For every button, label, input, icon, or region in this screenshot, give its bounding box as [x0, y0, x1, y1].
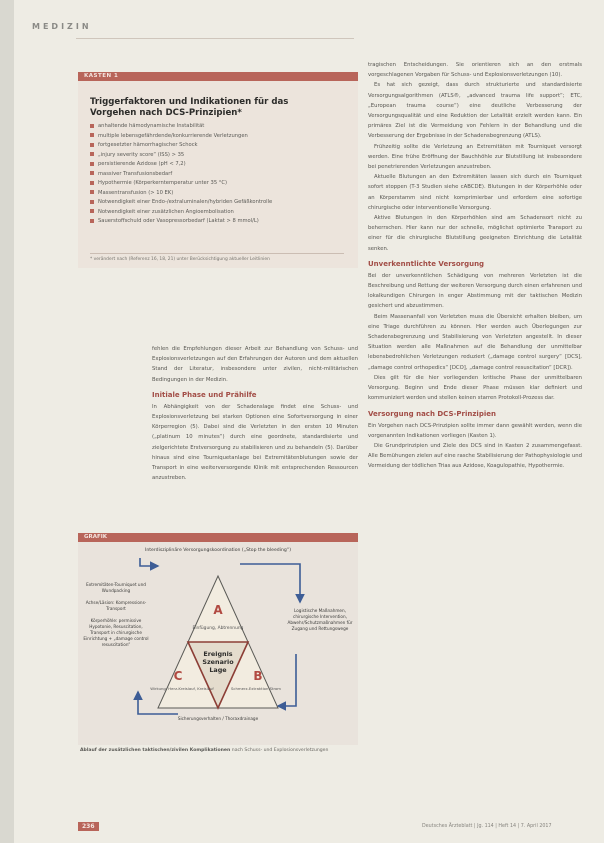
right-label: Logistische Maßnahmen, chirurgische Intervention, Abwehr/Schutzmaßnahmen für Zugang und Rettungswege — [287, 608, 353, 631]
paragraph: Frühzeitig sollte die Verletzung an Extremitäten mit Tourniquet versorgt werden. Eine frühe Eröffnung der Bauchhöhle zur Blutstillung ist insbesondere bei penetrierenden Verletzungen anzustreben. — [368, 143, 582, 171]
left-label: Achse/Läsion: Kompressions-Transport — [85, 600, 147, 611]
caption-rest: nach Schuss- und Explosionsverletzungen — [231, 748, 329, 753]
paragraph: Aktive Blutungen in den Körperhöhlen sind am Schadensort nicht zu beherrschen. Hier kann nur der schnelle, möglichst optimierte Transport zu einer für die chirurgische Blutstillung geeigneten Einrichtung die Letalität senken. — [368, 215, 582, 252]
arrow — [240, 564, 300, 602]
corner-b-text: Schmerz-Extraktion Strom — [231, 686, 281, 691]
list-item — [90, 208, 358, 218]
box-footnote: * verändert nach (Referenz 16, 18, 21) unter Berücksichtigung aktueller Leitlinien — [90, 253, 344, 262]
paragraph: tragischen Entscheidungen. Sie orientieren sich an den erstmals vorgeschlagenen Vorgaben für Schuss- und Explosionsverletzungen (10). — [368, 62, 582, 79]
journal-footer: Deutsches Ärzteblatt | Jg. 114 | Heft 14 | 7. April 2017 — [422, 824, 552, 829]
journal-page — [14, 0, 604, 843]
bullet-icon — [90, 143, 94, 147]
box-title: Triggerfaktoren und Indikationen für das Vorgehen nach DCS-Prinzipien* — [90, 97, 289, 118]
heading-initial-phase: Initiale Phase und Prähilfe — [152, 390, 257, 399]
paragraph: Bei der unverkenntlichen Schädigung von mehreren Verletzten ist die Beschreibung und Rettung der weiteren Versorgung durch einen erfahrenen und lokalkundigen Chirurgen in enger Abstimmung mit der taktischen Medizin gesichert und abzustimmen. — [368, 272, 582, 310]
figure-caption — [80, 747, 354, 755]
bullet-icon — [90, 162, 94, 166]
initial-phase-paragraph: In Abhängigkeit von der Schadenslage findet eine Schuss- und Explosionsverletzung bei starken Optionen eine Sofortversorgung in einer Körperregion (5). Dabei sind die Verletzten in den ersten 10 Minuten („platinum 10 minutes“) durch eine geordnete, standardisierte und zielgerichtete Erstversorgung zu stabilisieren und zu behandeln (5). Darüber hinaus sind eine Tourniquetanlage bei Extremitätenblutungen sowie der Transport in eine weiterversorgende Klinik mit entsprechenden Ressourcen anzustreben. — [152, 403, 358, 482]
corner-c-letter: C — [173, 669, 183, 683]
right-labels — [286, 608, 354, 688]
corner-a-text: Einfügung, Abtrennung — [192, 626, 244, 631]
paragraph: Beim Massenanfall von Verletzten muss die Übersicht erhalten bleiben, um eine Triage durchführen zu können. Hier werden auch Überlegungen zur Schadensbegrenzung und Stabilisierung von Verletzten angestellt. In dieser Situation werden alle Maßnahmen auf die Behandlung der unmittelbar lebensbedrohlichen Verletzungen reduziert („damage control surgery“ [DCS], „damage control orthopedics“ [DCO], „damage control resuscitation“ [DCR]). — [368, 313, 582, 371]
list-item-text: massiver Transfusionsbedarf — [98, 170, 173, 177]
list-item-text: Notwendigkeit einer Endo-/extraluminalen/hybriden Gefäßkontrolle — [98, 199, 273, 206]
list-item — [90, 198, 358, 208]
list-item — [90, 132, 358, 142]
info-box — [78, 72, 358, 268]
bullet-icon — [90, 152, 94, 156]
heading-care: Unverkenntlichte Versorgung — [368, 259, 485, 268]
left-labels — [82, 582, 150, 712]
list-item-text: fortgesetzter hämorrhagischer Schock — [98, 142, 198, 149]
list-item-text: Notwendigkeit einer zusätzlichen Angioembolisation — [98, 208, 234, 215]
list-item-text: persistierende Azidose (pH < 7,2) — [98, 161, 186, 168]
caption-bold: Ablauf der zusätzlichen taktischen/zivilen Komplikationen — [80, 748, 231, 753]
triangle-diagram — [78, 542, 358, 742]
arrow — [140, 558, 158, 566]
center-line-3: Lage — [209, 666, 227, 674]
bullet-icon — [90, 200, 94, 204]
bullet-icon — [90, 171, 94, 175]
bullet-icon — [90, 133, 94, 137]
list-item — [90, 189, 358, 199]
list-item — [90, 217, 358, 227]
paragraph: Ein Vorgehen nach DCS-Prinzipien sollte immer dann gewählt werden, wenn die vorgenannten Indikationen vorliegen (Kasten 1). — [368, 422, 582, 439]
left-column — [152, 344, 358, 483]
intro-paragraph: fehlen die Empfehlungen dieser Arbeit zur Behandlung von Schuss- und Explosionsverletzungen auf den Erfahrungen der Autoren und dem aktuellen Stand der Literatur, insbesondere unter zivilen, nicht-militärischen Bedingungen in der Medizin. — [152, 346, 358, 383]
list-item — [90, 122, 358, 132]
figure-tag: GRAFIK — [78, 533, 358, 542]
page-number: 236 — [78, 822, 99, 831]
list-item-text: Hypothermie (Körperkerntemperatur unter 35 °C) — [98, 180, 228, 187]
list-item-text: anhaltende hämodynamische Instabilität — [98, 123, 205, 129]
bullet-icon — [90, 190, 94, 194]
left-label: Extremitäten-Tourniquet und Wundpacking — [86, 582, 146, 593]
bullet-icon — [90, 181, 94, 185]
bullet-icon — [90, 219, 94, 223]
list-item — [90, 170, 358, 180]
corner-a-letter: A — [213, 603, 223, 617]
bullet-icon — [90, 209, 94, 213]
corner-c-text: Wirkung: Herz-Kreislauf, Kreislauf — [150, 686, 214, 691]
right-column — [368, 60, 582, 472]
box-list — [90, 122, 358, 227]
left-label: Körperhöhle: permissive Hypotonie, Resuscitation, Transport in chirurgische Einrichtung + „damage control resuscitation“ — [83, 618, 149, 647]
list-item-text: Sauerstoffschuld oder Vasopressorbedarf (Laktat > 8 mmol/L) — [98, 218, 259, 225]
paragraph: Die Grundprinzipien und Ziele des DCS sind in Kasten 2 zusammengefasst. Alle Bemühungen zielen auf eine rasche Stabilisierung der Pathophysiologie und Vermeidung der tödlichen Trias aus Azidose, Koagulopathie, Hypothermie. — [368, 442, 582, 470]
heading-dcs: Versorgung nach DCS-Prinzipien — [368, 409, 496, 418]
paragraph: Aktuelle Blutungen an den Extremitäten lassen sich durch ein Tourniquet sofort stoppen (T-3 Studien siehe cABCDE). Blutungen in der Körperhöhle oder an Körperstamm sind nicht komprimierbar und erfordern eine sofortige chirurgische oder interventionelle Versorgung. — [368, 174, 582, 211]
header-rule — [76, 38, 354, 39]
box-tag: KASTEN 1 — [78, 72, 358, 81]
list-item — [90, 141, 358, 151]
list-item-text: „injury severity score“ (ISS) > 35 — [98, 151, 185, 158]
section-header: MEDIZIN — [32, 22, 92, 31]
list-item — [90, 160, 358, 170]
bullet-icon — [90, 124, 94, 128]
list-item-text: Massentransfusion (> 10 EK) — [98, 189, 174, 196]
figure — [78, 533, 358, 745]
center-line-2: Szenario — [202, 658, 234, 666]
list-item-text: multiple lebensgefährdende/konkurrierende Verletzungen — [98, 132, 248, 139]
list-item — [90, 151, 358, 161]
top-label: Interdisziplinäre Versorgungskoordination („Stop the bleeding“) — [144, 548, 292, 553]
bottom-label: Sicherungsverhalten / Thoraxdrainage — [177, 716, 259, 721]
corner-b-letter: B — [253, 669, 263, 683]
paragraph: Es hat sich gezeigt, dass durch strukturierte und standardisierte Versorgungsalgorithmen (ATLS®, „advanced trauma life support“; ETC, „European trauma course“) eine deutliche Verbesserung der Versorgungsqualität und eine Reduktion der Letalität erzielt werden kann. Ein primäres Ziel ist die Vermeidung von Fehlern in der Behandlung und die Verbesserung der Ergebnisse in der Schadensbegrenzung (ATLS). — [368, 82, 582, 140]
paragraph: Dies gilt für die hier vorliegenden kritische Phase der unmittelbaren Versorgung. Beginn und Ende dieser Phase müssen klar definiert und kommuniziert werden und stellen keinen starren Protokoll-Prozess dar. — [368, 374, 582, 402]
center-line-1: Ereignis — [203, 650, 233, 658]
list-item — [90, 179, 358, 189]
